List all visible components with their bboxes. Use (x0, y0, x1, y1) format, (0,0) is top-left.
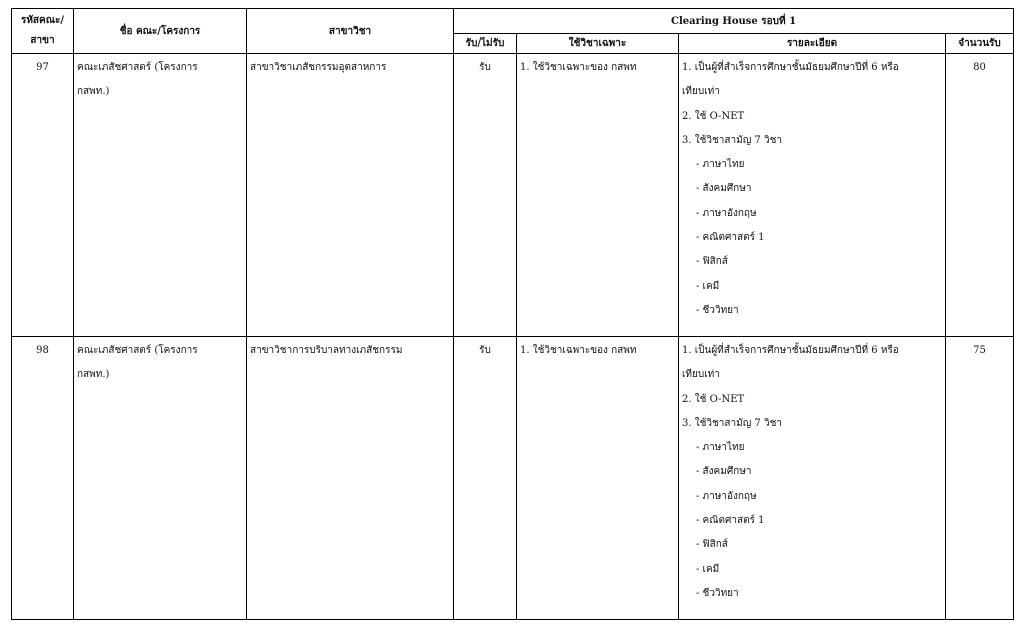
row-major (247, 54, 454, 337)
header-code (12, 9, 74, 54)
detail-line: - คณิตศาสตร์ 1 (696, 515, 765, 527)
row-details (679, 337, 946, 620)
header-specific-subject: ใช้วิชาเฉพาะ (517, 34, 679, 54)
header-details: รายละเอียด (679, 34, 946, 54)
table-body (12, 54, 1014, 620)
row-major (247, 337, 454, 620)
row-faculty-line: คณะเภสัชศาสตร์ (โครงการ (77, 62, 198, 73)
row-code (12, 337, 74, 620)
row-quota-text: 80 (973, 62, 986, 73)
detail-line: 2. ใช้ O-NET (682, 110, 745, 122)
row-faculty-line: กสพท.) (77, 86, 110, 98)
detail-line: - ภาษาไทย (696, 442, 745, 454)
detail-line: - ชีววิทยา (696, 587, 739, 599)
detail-line: - ภาษาอังกฤษ (696, 207, 757, 219)
row-code (12, 54, 74, 337)
detail-line: - ภาษาไทย (696, 159, 745, 171)
table-row (12, 337, 1014, 620)
row-accept-text: รับ (479, 62, 491, 73)
detail-line: 1. เป็นผู้ที่สำเร็จการศึกษาชั้นมัธยมศึกษาปีที่ 6 หรือ (682, 62, 899, 73)
row-faculty-line: กสพท.) (77, 369, 110, 381)
header-major: สาขาวิชา (247, 9, 454, 54)
detail-line: เทียบเท่า (682, 86, 720, 98)
header-clearing-house: Clearing House รอบที่ 1 (454, 9, 1014, 34)
detail-line: 3. ใช้วิชาสามัญ 7 วิชา (682, 134, 782, 146)
row-quota (946, 54, 1014, 337)
row-major-text: สาขาวิชาเภสัชกรรมอุตสาหการ (250, 62, 387, 73)
row-faculty (74, 54, 247, 337)
header-quota: จำนวนรับ (946, 34, 1014, 54)
row-faculty-line: คณะเภสัชศาสตร์ (โครงการ (77, 345, 198, 356)
detail-line: - ฟิสิกส์ (696, 256, 728, 268)
admission-table (11, 8, 1014, 620)
table-header (12, 9, 1014, 54)
detail-line: 3. ใช้วิชาสามัญ 7 วิชา (682, 417, 782, 429)
detail-line: 2. ใช้ O-NET (682, 393, 745, 405)
detail-line: - ภาษาอังกฤษ (696, 490, 757, 502)
row-code-text: 97 (36, 62, 49, 73)
detail-line: เทียบเท่า (682, 369, 720, 381)
detail-line: - ฟิสิกส์ (696, 539, 728, 551)
row-code-text: 98 (36, 345, 49, 356)
detail-line: 1. เป็นผู้ที่สำเร็จการศึกษาชั้นมัธยมศึกษาปีที่ 6 หรือ (682, 345, 899, 356)
detail-line: - ชีววิทยา (696, 304, 739, 316)
row-details (679, 54, 946, 337)
row-specific-subject (517, 337, 679, 620)
detail-line: - สังคมศึกษา (696, 466, 752, 478)
row-specific-subject-text: 1. ใช้วิชาเฉพาะของ กสพท (520, 345, 637, 356)
row-specific-subject (517, 54, 679, 337)
detail-line: - เคมี (696, 563, 720, 575)
detail-line: - เคมี (696, 280, 720, 292)
header-accept: รับ/ไม่รับ (454, 34, 517, 54)
detail-line: - คณิตศาสตร์ 1 (696, 232, 765, 244)
detail-line: - สังคมศึกษา (696, 183, 752, 195)
row-major-text: สาขาวิชาการบริบาลทางเภสัชกรรม (250, 345, 403, 356)
row-quota-text: 75 (973, 345, 986, 356)
header-faculty: ชื่อ คณะ/โครงการ (74, 9, 247, 54)
table-row (12, 54, 1014, 337)
header-code-line-2: สาขา (30, 35, 55, 46)
row-faculty (74, 337, 247, 620)
row-specific-subject-text: 1. ใช้วิชาเฉพาะของ กสพท (520, 62, 637, 73)
header-code-line-1: รหัสคณะ/ (20, 15, 65, 26)
row-quota (946, 337, 1014, 620)
row-accept (454, 54, 517, 337)
row-accept-text: รับ (479, 345, 491, 356)
row-accept (454, 337, 517, 620)
